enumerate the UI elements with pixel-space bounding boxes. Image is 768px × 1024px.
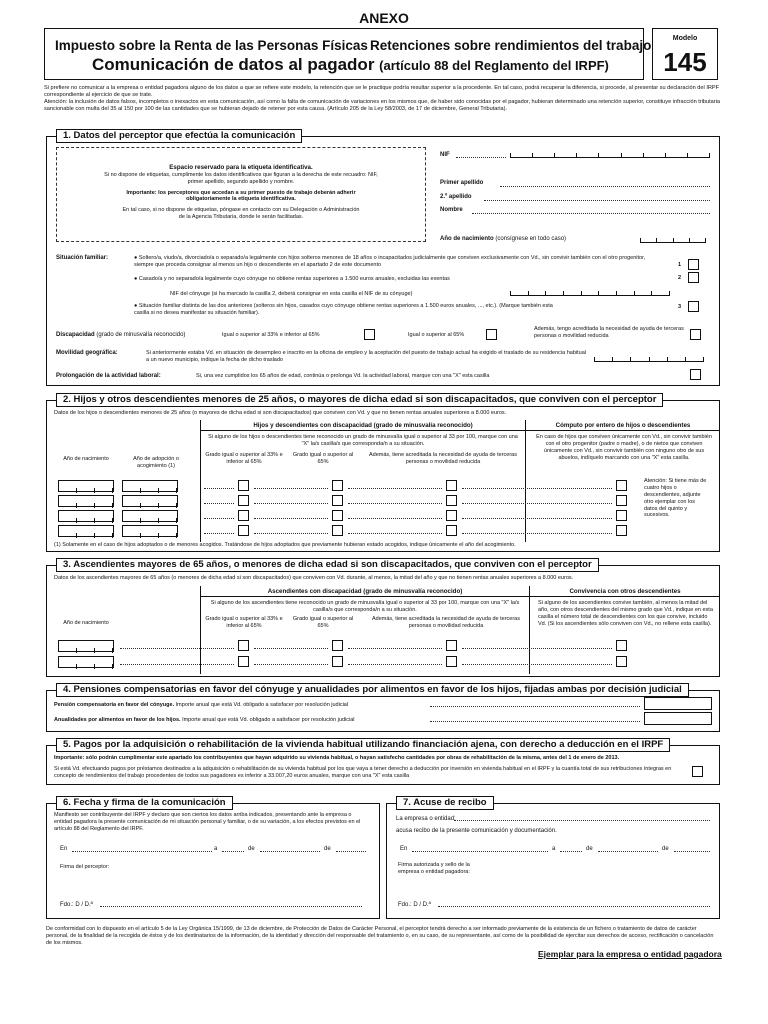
situacion-3-desc: Situación familiar distinta de las dos anteriores (solteros sin hijos, casados cuyo cónyuge obtiene rentas superiores a 1.500 euros anuales, ..., etc.). (Marque también esta casilla si no desea manifestar su situación familiar). bbox=[134, 303, 553, 316]
section-6-title: 6. Fecha y firma de la comunicación bbox=[56, 796, 233, 810]
s7-empresa-label: La empresa o entidad: bbox=[396, 816, 456, 822]
s6-mes-input[interactable] bbox=[260, 845, 320, 852]
prolongacion-label: Prolongación de la actividad laboral: bbox=[56, 373, 161, 379]
s5-importante: Importante: sólo podrán cumplimentar este apartado los contribuyentes que hayan adquirido su vivienda habitual, o hayan satisfecho cantidades por obras de rehabilitación de la misma, antes del 1 de enero de 2013. bbox=[54, 755, 620, 761]
s4-row2 bbox=[54, 717, 355, 724]
s5-text: Si está Vd. efectuando pagos por préstamos destinados a la adquisición o rehabilitación de su vivienda habitual por los que vaya a tener derecho a deducción por inversión en vivienda habitual en el IRPF y la cuantía total de sus retribuciones íntegras en concepto de rendimientos del trabajo procedentes de todos sus pagadores es inferior a 33.007,20 euros anuales, marque con una "X" esta casilla bbox=[54, 766, 672, 779]
hijo-computo-checkbox[interactable] bbox=[616, 510, 627, 521]
disc-opt3-checkbox[interactable] bbox=[690, 329, 701, 340]
modelo-number: 145 bbox=[663, 46, 707, 77]
hijo-ano-nacimiento-input[interactable] bbox=[58, 480, 114, 492]
row-dots bbox=[254, 512, 328, 519]
ascendiente-convivencia-input[interactable] bbox=[616, 656, 627, 667]
ano-nacimiento-hint: (consígnese en todo caso) bbox=[495, 236, 567, 242]
row-dots bbox=[462, 482, 612, 489]
disc-opt2-label: Igual o superior al 65% bbox=[408, 332, 465, 338]
hijo-ayuda-checkbox[interactable] bbox=[446, 510, 457, 521]
label-space-p1: Si no dispone de etiquetas, cumplimente los datos identificativos que figuran a la derecha de este recuadro: NIF, primer apellido, segundo apellido y nombre. bbox=[104, 171, 378, 185]
row-dots bbox=[348, 658, 442, 665]
movilidad-label: Movilidad geográfica: bbox=[56, 350, 118, 356]
label-space-p3: En tal caso, si no dispone de etiquetas, póngase en contacto con su Delegación o Administración de la Agencia Tributaria, donde le serán facilitadas. bbox=[122, 207, 360, 221]
ano-nacimiento-input[interactable] bbox=[640, 232, 706, 243]
header-tax-name: Impuesto sobre la Renta de las Personas Físicas bbox=[55, 38, 368, 53]
row-dots bbox=[254, 482, 328, 489]
situacion-2-desc: Casado/a y no separado/a legalmente cuyo cónyuge no obtiene rentas superiores a 1.500 euros anuales, excluidas las exentas bbox=[138, 276, 450, 282]
hijo-grado1-checkbox[interactable] bbox=[238, 510, 249, 521]
anexo-title: ANEXO bbox=[359, 10, 409, 26]
section-1-title: 1. Datos del perceptor que efectúa la comunicación bbox=[56, 129, 302, 143]
s3-col-ano-nacimiento: Año de nacimiento bbox=[63, 620, 109, 626]
situacion-3-checkbox[interactable] bbox=[688, 301, 699, 312]
pension-compensatoria-input[interactable] bbox=[644, 697, 712, 710]
row-dots bbox=[204, 512, 234, 519]
label-space-p2: Importante: los perceptores que accedan a su primer puesto de trabajo deberán adherir obligatoriamente la etiqueta identificativa. bbox=[126, 189, 356, 203]
s6-text: Manifiesto ser contribuyente del IRPF y declaro que son ciertos los datos arriba indicados, presentando ante la empresa o entidad pagadora la presente comunicación de mi situación personal y familiar, o de su variación, a los efectos previstos en el artículo 88 del Reglamento del IRPF. bbox=[54, 812, 361, 832]
s6-en: En bbox=[60, 846, 68, 852]
ascendiente-grado1-checkbox[interactable] bbox=[238, 640, 249, 651]
s2-computo-text: En caso de hijos que conviven únicamente con Vd., sin convivir también con el otro progenitor (padre o madre), o de nietos que conviven únicamente con Vd., sin convivir también con ninguno otro de sus abuelos, indíquelo marcando con una "X" esta casilla. bbox=[536, 434, 712, 461]
intro-paragraph-1: Si prefiere no comunicar a la empresa o entidad pagadora alguno de los datos a que se refiere este modelo, la retención que se le practique podría resultar superior a la procedente. En tal caso, podrá recuperar la diferencia, si procede, al presentar su declaración del IRPF correspondiente al ejercicio de que se trate. bbox=[44, 85, 720, 99]
intro-text bbox=[44, 85, 720, 114]
s7-acusa: acusa recibo de la presente comunicación y documentación. bbox=[396, 828, 557, 834]
hijo-ayuda-checkbox[interactable] bbox=[446, 480, 457, 491]
disc-opt1-checkbox[interactable] bbox=[364, 329, 375, 340]
box-2-number: 2 bbox=[678, 275, 682, 281]
row-dots bbox=[120, 642, 234, 649]
primer-apellido-label: Primer apellido bbox=[440, 180, 484, 186]
section-4-title: 4. Pensiones compensatorias en favor del cónyuge y anualidades por alimentos en favor de los hijos, fijadas ambas por decisión judicial bbox=[56, 683, 689, 697]
s7-en: En bbox=[400, 846, 408, 852]
hijo-ayuda-checkbox[interactable] bbox=[446, 495, 457, 506]
row-dots bbox=[348, 497, 442, 504]
ano-nacimiento-text: Año de nacimiento bbox=[440, 236, 494, 242]
prolongacion-checkbox[interactable] bbox=[690, 369, 701, 380]
discapacidad-label bbox=[56, 332, 185, 340]
s4-row1-text: Importe anual que está Vd. obligado a satisfacer por resolución judicial bbox=[175, 702, 349, 708]
box-1-number: 1 bbox=[678, 262, 682, 268]
segundo-apellido-input[interactable] bbox=[484, 194, 710, 201]
s6-ano-input[interactable] bbox=[336, 845, 366, 852]
hijo-ano-adopcion-input[interactable] bbox=[122, 525, 178, 537]
s7-empresa-input[interactable] bbox=[454, 814, 710, 821]
s7-de1: de bbox=[586, 846, 593, 852]
s4-row2-dots bbox=[430, 715, 640, 722]
ascendiente-grado2-checkbox[interactable] bbox=[332, 656, 343, 667]
s4-row2-text: Importe anual que está Vd. obligado a satisfacer por resolución judicial bbox=[182, 717, 355, 723]
hijo-ano-adopcion-input[interactable] bbox=[122, 510, 178, 522]
disc-opt1-label: Igual o superior al 33% e inferior al 65% bbox=[222, 332, 320, 338]
page-title-main: Comunicación de datos al pagador bbox=[92, 55, 375, 74]
s4-row1 bbox=[54, 702, 348, 709]
vivienda-checkbox[interactable] bbox=[692, 766, 703, 777]
s3-disc-note: Si alguno de los ascendientes tiene reconocido un grado de minusvalía igual o superior al 33 por 100, marque con una "X" la/s casilla/s que corresponda/n a su situación. bbox=[210, 600, 520, 613]
s3-convivencia-line bbox=[530, 596, 720, 597]
s6-a: a bbox=[214, 846, 218, 852]
hijo-ano-adopcion-input[interactable] bbox=[122, 480, 178, 492]
ascendiente-ano-nacimiento-input[interactable] bbox=[58, 656, 114, 668]
row-dots bbox=[462, 642, 612, 649]
ascendiente-grado1-checkbox[interactable] bbox=[238, 656, 249, 667]
movilidad-fecha-input[interactable] bbox=[594, 351, 704, 362]
row-dots bbox=[204, 482, 234, 489]
section-2-title: 2. Hijos y otros descendientes menores de 25 años, o mayores de dicha edad si son discapacitados, que conviven con el perceptor bbox=[56, 393, 663, 407]
row-dots bbox=[462, 658, 612, 665]
ano-nacimiento-label bbox=[440, 236, 566, 244]
s2-col-computo: Cómputo por entero de hijos o descendientes bbox=[555, 422, 691, 429]
s6-de1: de bbox=[248, 846, 255, 852]
section-3-title: 3. Ascendientes mayores de 65 años, o menores de dicha edad si son discapacitados, que conviven con el perceptor bbox=[56, 558, 599, 572]
modelo-box bbox=[652, 28, 718, 80]
s3-col-grado1: Grado igual o superior al 33% e inferior al 65% bbox=[205, 616, 283, 629]
primer-apellido-input[interactable] bbox=[500, 180, 710, 187]
ascendiente-ayuda-checkbox[interactable] bbox=[446, 640, 457, 651]
row-dots bbox=[204, 497, 234, 504]
label-space-text bbox=[60, 164, 422, 221]
ascendiente-ano-nacimiento-input[interactable] bbox=[58, 640, 114, 652]
s4-row2-bold: Anualidades por alimentos en favor de los hijos. bbox=[54, 717, 181, 723]
s4-row1-dots bbox=[430, 700, 640, 707]
s7-mes-input[interactable] bbox=[598, 845, 658, 852]
s7-ano-input[interactable] bbox=[674, 845, 710, 852]
s3-disc-header-line bbox=[200, 596, 530, 597]
hijo-grado2-checkbox[interactable] bbox=[332, 525, 343, 536]
row-dots bbox=[462, 512, 612, 519]
hijo-grado2-checkbox[interactable] bbox=[332, 495, 343, 506]
s2-col-ayuda: Además, tiene acreditada la necesidad de ayuda de terceras personas o movilidad reducida bbox=[369, 452, 517, 465]
s6-de2: de bbox=[324, 846, 331, 852]
page-title-sub: (artículo 88 del Reglamento del IRPF) bbox=[379, 58, 609, 73]
s6-firma-label: Firma del perceptor: bbox=[60, 864, 110, 870]
page-title bbox=[92, 54, 609, 75]
situacion-1-desc: Soltero/a, viudo/a, divorciado/a o separado/a legalmente con hijos solteros menores de 18 años o incapacitados judicialmente que conviven exclusivamente con Vd., sin convivir también con el otro progenitor, siempre que proceda consignar al menos un hijo o descendiente en el apartado 2 de este documento bbox=[134, 255, 646, 268]
row-dots bbox=[254, 658, 328, 665]
s2-footnote: (1) Solamente en el caso de hijos adoptados o de menores acogidos. Tratándose de hijos adoptados que previamente hubieran estado acogidos, indique únicamente el año del acogimiento. bbox=[54, 542, 516, 548]
row-dots bbox=[462, 497, 612, 504]
s6-dia-input[interactable] bbox=[222, 845, 244, 852]
s3-convivencia-text: Si alguno de los ascendientes convive también, al menos la mitad del año, con otros descendientes del mismo grado que Vd., indique en esta casilla el número total de descendientes con los que convive, incluido Vd. (Si los ascendientes sólo conviven con Vd., no rellene esta casilla). bbox=[538, 600, 713, 627]
disc-opt3-label: Además, tengo acreditada la necesidad de ayuda de terceras personas o movilidad reducida bbox=[534, 326, 684, 339]
nombre-input[interactable] bbox=[472, 207, 710, 214]
label-space-title: Espacio reservado para la etiqueta identificativa. bbox=[169, 164, 313, 171]
s2-col-ano-adopcion: Año de adopción o acogimiento (1) bbox=[133, 456, 179, 469]
modelo-label: Modelo bbox=[672, 35, 698, 42]
row-dots bbox=[348, 527, 442, 534]
s7-fdo-label: Fdo.: D / D.ª bbox=[398, 902, 431, 908]
situacion-1-checkbox[interactable] bbox=[688, 259, 699, 270]
s7-firma-label: Firma autorizada y sello de la empresa o entidad pagadora: bbox=[398, 862, 470, 875]
row-dots bbox=[348, 482, 442, 489]
hijo-ano-nacimiento-input[interactable] bbox=[58, 510, 114, 522]
section-7-title: 7. Acuse de recibo bbox=[396, 796, 494, 810]
s7-dia-input[interactable] bbox=[560, 845, 582, 852]
s3-col-ayuda: Además, tiene acreditada la necesidad de ayuda de terceras personas o movilidad reducida bbox=[372, 616, 520, 629]
discapacidad-text: Discapacidad bbox=[56, 332, 95, 338]
hijo-grado1-checkbox[interactable] bbox=[238, 495, 249, 506]
hijo-ano-nacimiento-input[interactable] bbox=[58, 525, 114, 537]
s7-fdo-input[interactable] bbox=[438, 900, 710, 907]
nif-conyuge-input[interactable] bbox=[510, 285, 670, 296]
hijo-grado1-checkbox[interactable] bbox=[238, 480, 249, 491]
hijo-computo-checkbox[interactable] bbox=[616, 480, 627, 491]
nif-input[interactable] bbox=[510, 147, 710, 158]
s4-row1-bold: Pensión compensatoria en favor del cónyuge. bbox=[54, 702, 175, 708]
section-2-intro: Datos de los hijos o descendientes menores de 25 años (o mayores de dicha edad si son discapacitados) que conviven con Vd. y que no tienen rentas anuales superiores a 8.000 euros. bbox=[54, 410, 507, 416]
situacion-familiar-label: Situación familiar: bbox=[56, 255, 109, 261]
s3-col-grado2: Grado igual o superior al 65% bbox=[292, 616, 354, 629]
s3-disc-header: Ascendientes con discapacidad (grado de minusvalía reconocido) bbox=[267, 588, 463, 595]
nif-conyuge-label: NIF del cónyuge (si ha marcado la casilla 2, deberá consignar en esta casilla el NIF de su cónyuge) bbox=[170, 291, 413, 297]
hijo-ano-nacimiento-input[interactable] bbox=[58, 495, 114, 507]
discapacidad-hint: (grado de minusvalía reconocido) bbox=[96, 332, 186, 338]
hijo-computo-checkbox[interactable] bbox=[616, 495, 627, 506]
hijo-grado2-checkbox[interactable] bbox=[332, 510, 343, 521]
situacion-2-text: ● Casado/a y no separado/a legalmente cuyo cónyuge no obtiene rentas superiores a 1.500 euros anuales, excluidas las exentas bbox=[134, 276, 450, 282]
header-retention-title: Retenciones sobre rendimientos del trabajo bbox=[370, 38, 652, 53]
row-dots bbox=[204, 527, 234, 534]
hijo-ayuda-checkbox[interactable] bbox=[446, 525, 457, 536]
hijo-computo-checkbox[interactable] bbox=[616, 525, 627, 536]
situacion-1-text: ● Soltero/a, viudo/a, divorciado/a o separado/a legalmente con hijos solteros menores de 18 años o incapacitados judicialmente que conviven exclusivamente con Vd., sin convivir también con el otro progenitor, siempre que proceda consignar al menos un hijo o descendiente en el apartado 2 de este documento bbox=[134, 255, 646, 268]
nif-dots bbox=[456, 151, 506, 158]
footer-legal: De conformidad con lo dispuesto en el artículo 5 de la Ley Orgánica 15/1999, de 13 de diciembre, de Protección de Datos de Carácter Personal, el perceptor tendrá derecho a ser informado previamente de la existencia de un fichero o tratamiento de datos de carácter personal, de la finalidad de la recogida de éstos y de los destinatarios de la información, de la identidad y dirección del responsable del tratamiento o, en su caso, de su representante, así como de la posibilidad de ejercitar sus derechos de acceso, rectificación o cancelación de los mismos. bbox=[46, 926, 714, 946]
section-5-title: 5. Pagos por la adquisición o rehabilitación de la vivienda habitual utilizando financiación ajena, con derecho a deducción en el IRPF bbox=[56, 738, 670, 752]
row-dots bbox=[348, 642, 442, 649]
situacion-2-checkbox[interactable] bbox=[688, 272, 699, 283]
s2-disc-note: Si alguno de los hijos o descendientes tiene reconocido un grado de minusvalía igual o superior al 33 por 100, marque con una "X" la/s casilla/s que corresponda/n a su situación. bbox=[208, 434, 518, 447]
footer-ejemplar: Ejemplar para la empresa o entidad pagadora bbox=[538, 949, 722, 959]
s3-col-convivencia: Convivencia con otros descendientes bbox=[569, 588, 681, 595]
section-3-intro: Datos de los ascendientes mayores de 65 años (o menores de dicha edad si son discapacitados) que conviven con Vd. durante, al menos, la mitad del año y que no tienen rentas anuales superiores a 8.000 euros. bbox=[54, 575, 574, 581]
row-dots bbox=[254, 497, 328, 504]
s2-computo-line bbox=[526, 430, 720, 431]
hijo-grado2-checkbox[interactable] bbox=[332, 480, 343, 491]
s2-atencion: Atención: Si tiene más de cuatro hijos o descendientes, adjunte otro ejemplar con los datos del quinto y sucesivos. bbox=[644, 478, 707, 519]
row-dots bbox=[120, 658, 234, 665]
s2-col-grado2: Grado igual o superior al 65% bbox=[292, 452, 354, 465]
row-dots bbox=[348, 512, 442, 519]
anualidades-alimentos-input[interactable] bbox=[644, 712, 712, 725]
intro-paragraph-2: Atención: la inclusión de datos falsos, incompletos o inexactos en esta comunicación, así como la falta de comunicación de variaciones en los mismos que, de haber sido conocidas por el pagador, hubieran determinado una retención superior, constituye infracción tributaria sancionable con multa del 35 al 150 por 100 de las cantidades que se hubieran dejado de retener por esta causa. (Artículo 205 de la Ley 58/2003, de 17 de diciembre, General Tributaria). bbox=[44, 99, 720, 113]
row-dots bbox=[254, 527, 328, 534]
s7-de2: de bbox=[662, 846, 669, 852]
s6-fdo-label: Fdo.: D / D.ª bbox=[60, 902, 93, 908]
row-dots bbox=[462, 527, 612, 534]
s2-col-grado1: Grado igual o superior al 33% e inferior al 65% bbox=[205, 452, 283, 465]
ascendiente-grado2-checkbox[interactable] bbox=[332, 640, 343, 651]
s2-disc-header: Hijos y descendientes con discapacidad (grado de minusvalía reconocido) bbox=[253, 422, 473, 429]
s7-lugar-input[interactable] bbox=[412, 845, 548, 852]
ascendiente-convivencia-input[interactable] bbox=[616, 640, 627, 651]
movilidad-text: Si anteriormente estaba Vd. en situación de desempleo e inscrito en la oficina de empleo y la aceptación del puesto de trabajo actual ha exigido el traslado de su residencia habitual a un nuevo municipio, indique la fecha de dicho traslado bbox=[146, 350, 586, 363]
nif-label: NIF bbox=[440, 152, 450, 158]
box-3-number: 3 bbox=[678, 304, 682, 310]
row-dots bbox=[254, 642, 328, 649]
hijo-grado1-checkbox[interactable] bbox=[238, 525, 249, 536]
situacion-3-text: ● Situación familiar distinta de las dos anteriores (solteros sin hijos, casados cuyo cónyuge obtiene rentas superiores a 1.500 euros anuales, ..., etc.). (Marque también esta casilla si no desea manifestar su situación familiar). bbox=[134, 303, 553, 316]
s7-a: a bbox=[552, 846, 556, 852]
hijo-ano-adopcion-input[interactable] bbox=[122, 495, 178, 507]
ascendiente-ayuda-checkbox[interactable] bbox=[446, 656, 457, 667]
segundo-apellido-label: 2.º apellido bbox=[440, 194, 472, 200]
disc-opt2-checkbox[interactable] bbox=[486, 329, 497, 340]
prolongacion-text: Si, una vez cumplidos los 65 años de edad, continúa o prolonga Vd. la actividad laboral, marque con una "X" esta casilla bbox=[196, 373, 490, 379]
s6-lugar-input[interactable] bbox=[72, 845, 212, 852]
s2-disc-header-line bbox=[200, 430, 526, 431]
nombre-label: Nombre bbox=[440, 207, 463, 213]
s6-fdo-input[interactable] bbox=[100, 900, 362, 907]
s2-col-ano-nacimiento: Año de nacimiento bbox=[63, 456, 109, 462]
